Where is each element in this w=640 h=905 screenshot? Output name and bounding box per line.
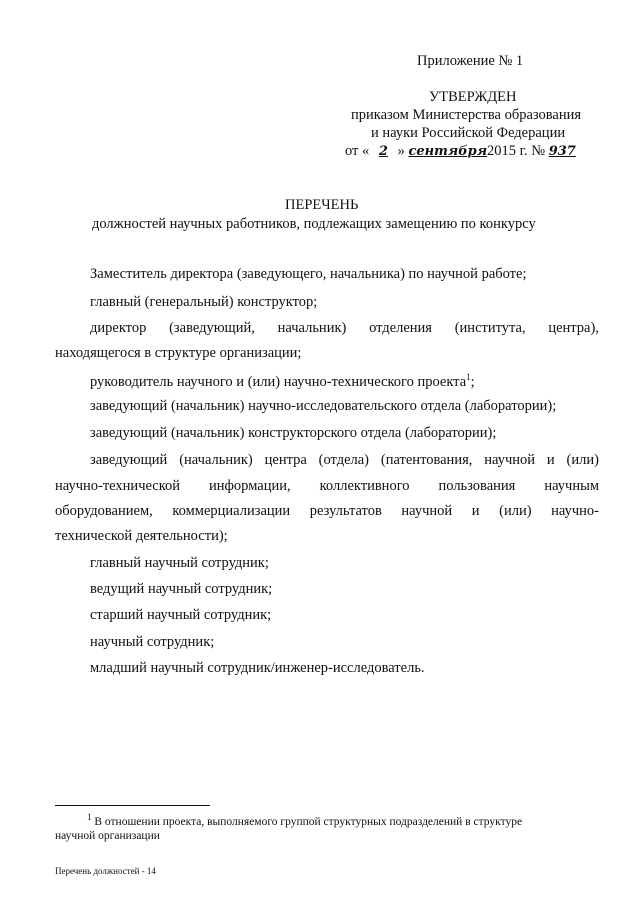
footnote-line-2: научной организации — [55, 830, 160, 842]
item-director-line-1 — [90, 320, 599, 337]
word: коллективного — [319, 478, 410, 494]
word: и — [471, 503, 480, 519]
appendix-label: Приложение № 1 — [417, 53, 524, 69]
item-leading-researcher: ведущий научный сотрудник; — [90, 581, 273, 597]
item-center-line-2 — [55, 478, 599, 495]
word: научной — [401, 503, 453, 519]
item-director-line-2: находящегося в структуре организации; — [55, 345, 302, 361]
word: начальник) — [277, 320, 347, 336]
word: заведующий — [90, 452, 168, 468]
date-year: 2015 г. № — [487, 143, 546, 159]
word: научным — [544, 478, 599, 494]
footnote-line-1 — [87, 812, 522, 828]
footnote-ref: 1 — [466, 372, 471, 382]
item-center-line-1 — [90, 452, 599, 469]
page-footer: Перечень должностей - 14 — [55, 866, 156, 876]
word: результатов — [309, 503, 382, 519]
item-junior-researcher: младший научный сотрудник/инженер-исследователь. — [90, 660, 425, 676]
item-project-head — [90, 372, 475, 391]
date-prefix: от « — [345, 143, 370, 159]
date-day: 2 — [378, 144, 388, 159]
item-research-dept: заведующий (начальник) научно-исследовательского отдела (лаборатории); — [90, 398, 557, 414]
word: оборудованием, — [55, 503, 153, 519]
word: (или) — [566, 452, 599, 468]
order-line-1: приказом Министерства образования — [351, 107, 582, 123]
word: и — [546, 452, 555, 468]
item-center-line-3 — [55, 503, 599, 520]
order-date-line — [345, 143, 576, 160]
item-researcher: научный сотрудник; — [90, 634, 215, 650]
item-deputy-director: Заместитель директора (заведующего, начальника) по научной работе; — [90, 266, 527, 282]
project-head-text: руководитель научного и (или) научно-технического проекта — [90, 373, 467, 390]
footnote-text: В отношении проекта, выполняемого группой структурных подразделений в структуре — [94, 815, 523, 828]
item-senior-researcher: старший научный сотрудник; — [90, 607, 272, 623]
word: директор — [90, 320, 147, 336]
document-title: ПЕРЕЧЕНЬ — [285, 197, 359, 213]
word: (или) — [499, 503, 532, 519]
item-center-line-4: технической деятельности); — [55, 528, 228, 544]
word: (института, — [454, 320, 526, 336]
project-head-end: ; — [470, 373, 475, 390]
approved-label: УТВЕРЖДЕН — [429, 89, 517, 105]
order-number: 937 — [548, 144, 576, 159]
word: отделения — [369, 320, 432, 336]
word: коммерциализации — [172, 503, 291, 519]
word: (отдела) — [318, 452, 370, 468]
item-chief-designer: главный (генеральный) конструктор; — [90, 294, 318, 310]
date-mid: » — [397, 143, 405, 159]
item-chief-researcher: главный научный сотрудник; — [90, 555, 269, 571]
footnote-mark: 1 — [87, 812, 92, 822]
document-subtitle: должностей научных работников, подлежащих замещению по конкурсу — [92, 216, 536, 232]
word: информации, — [209, 478, 291, 494]
word: (патентования, — [380, 452, 473, 468]
word: (начальник) — [179, 452, 253, 468]
item-design-dept: заведующий (начальник) конструкторского отдела (лаборатории); — [90, 425, 497, 441]
word: научной — [484, 452, 536, 468]
footnote-divider — [55, 805, 210, 806]
word: научно-технической — [55, 478, 181, 494]
order-line-2: и науки Российской Федерации — [371, 125, 566, 141]
word: (заведующий, — [169, 320, 255, 336]
word: центра — [264, 452, 307, 468]
word: научно- — [551, 503, 599, 519]
word: центра), — [548, 320, 599, 336]
word: пользования — [438, 478, 516, 494]
date-month: сентября — [408, 144, 488, 159]
